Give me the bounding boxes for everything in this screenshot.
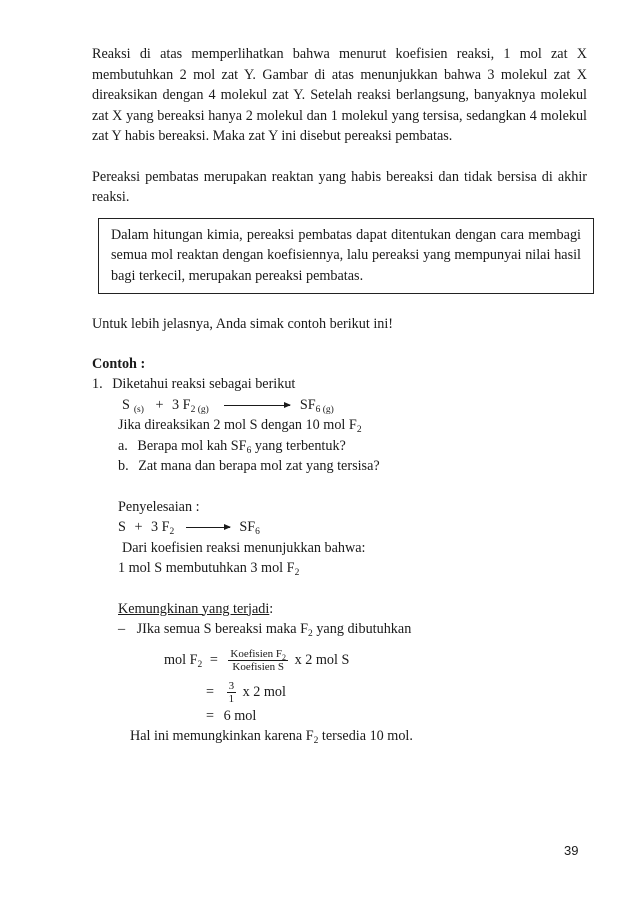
page-content <box>92 44 587 747</box>
solution-label: Penyelesaian : <box>118 498 200 515</box>
calculation-step-2: = $\frac{3}{1}$ x 2 mol <box>206 679 286 705</box>
reaction-arrow-icon <box>186 527 230 528</box>
question-a: a. Berapa mol kah $SF_6$ yang terbentuk? <box>118 437 346 456</box>
case-all-s-reacts: – JIka semua S bereaksi maka $F_2$ yang dibutuhkan <box>118 621 412 639</box>
page-number: 39 <box>564 843 579 858</box>
example-item-1 <box>92 374 587 395</box>
example-intro: Diketahui reaksi sebagai berikut <box>112 376 296 392</box>
example-heading: Contoh : <box>92 355 146 372</box>
paragraph-limiting-explanation: Reaksi di atas memperlihatkan bahwa menurut koefisien reaksi, 1 mol zat X membutuhkan 2 mol zat Y. Gambar di atas menunjukkan bahwa 3 molekul zat X direaksikan dengan 4 molekul zat Y. Setelah reaksi berlangsung, banyaknya molekul zat X yang bereaksi hanya 2 molekul dan 1 molekul yang tersisa, sedangkan 4 molekul zat Y habis bereaksi. Maka zat Y ini disebut pereaksi pembatas. <box>92 46 587 144</box>
example-number: 1. <box>92 376 103 392</box>
possibility-heading: Kemungkinan yang terjadi: <box>118 600 274 617</box>
definition-box <box>98 218 594 295</box>
definition-box-text: Dalam hitungan kimia, pereaksi pembatas dapat ditentukan dengan cara membagi semua mol reaktan dengan koefisiennya, lalu pereaksi yang mempunyai nilai hasil bagi terkecil, merupakan pereaksi pembatas. <box>111 226 581 284</box>
paragraph-example-intro: Untuk lebih jelasnya, Anda simak contoh berikut ini! <box>92 316 394 332</box>
reaction-equation-1: S $_{(s)}$ + 3 $F_{2 (g)}$ $SF_{6 (g)}$ <box>122 396 334 415</box>
coefficient-statement: Dari koefisien reaksi menunjukkan bahwa: <box>122 539 366 556</box>
paragraph-limiting-definition: Pereaksi pembatas merupakan reaktan yang habis bereaksi dan tidak bersisa di akhir reaksi. <box>92 168 587 205</box>
reaction-arrow-icon <box>224 405 290 406</box>
given-amounts: Jika direaksikan 2 mol S dengan 10 mol $F_2$ <box>118 417 362 435</box>
conclusion: Hal ini memungkinkan karena $F_2$ tersedia 10 mol. <box>130 728 413 746</box>
calculation-step-1: mol $F_2$ = $\frac{Koefisien F_2}{\text{Koefisien S}}$ x 2 mol S <box>164 647 350 673</box>
mole-requirement: 1 mol S membutuhkan 3 mol $F_2$ <box>118 560 300 578</box>
coefficient-fraction: $\frac{Koefisien F_2}{\text{Koefisien S}}$ <box>230 647 287 673</box>
question-b: b. Zat mana dan berapa mol zat yang tersisa? <box>118 458 380 474</box>
reaction-equation-2: S + 3 $F_2$ $SF_6$ <box>118 519 260 537</box>
calculation-step-3: = 6 mol <box>206 707 257 724</box>
ratio-fraction: $\frac{3}{1}$ <box>228 679 235 705</box>
